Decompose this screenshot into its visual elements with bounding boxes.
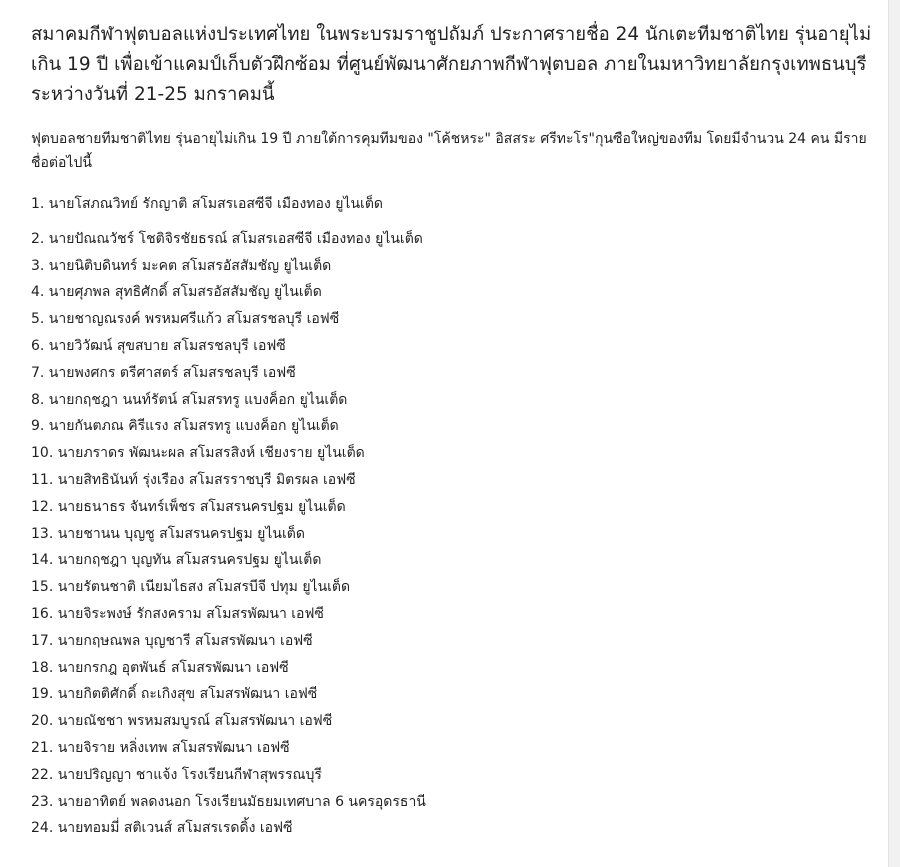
player-list-item: 1. นายโสภณวิทย์ รักญาติ สโมสรเอสซีจี เมืองทอง ยูไนเต็ด — [31, 196, 384, 212]
player-list-item: 10. นายภราดร พัฒนะผล สโมสรสิงห์ เชียงราย ยูไนเต็ด — [31, 445, 365, 462]
article-intro: ฟุตบอลชายทีมชาติไทย รุ่นอายุไม่เกิน 19 ปี ภายใต้การคุมทีมของ "โค้ชหระ" อิสสระ ศรีทะโร"กุนซือใหญ่ของทีม โดยมีจำนวน 24 คน มีรายชื่อต่อไปนี้ — [31, 131, 867, 171]
vertical-scrollbar[interactable] — [888, 0, 900, 867]
player-list-item: 19. นายกิตติศักดิ์ ถะเกิงสุข สโมสรพัฒนา เอฟซี — [31, 686, 318, 703]
player-list-item: 6. นายวิวัฒน์ สุขสบาย สโมสรชลบุรี เอฟซี — [31, 337, 286, 354]
player-list-item: 14. นายกฤชฎา บุญทัน สโมสรนครปฐม ยูไนเต็ด — [31, 552, 322, 569]
player-list-item: 24. นายทอมมี่ สติเวนส์ สโมสรเรดดิ้ง เอฟซี — [31, 820, 293, 837]
player-list-item: 18. นายกรกฎ อุตพันธ์ สโมสรพัฒนา เอฟซี — [31, 659, 289, 676]
player-list-item: 11. นายสิทธินันท์ รุ่งเรือง สโมสรราชบุรี มิตรผล เอฟซี — [31, 471, 356, 488]
player-list-item: 21. นายจิราย หลิ่งเทพ สโมสรพัฒนา เอฟซี — [31, 739, 290, 756]
player-list-item: 2. นายปัณณวัชร์ โชติจิรชัยธรณ์ สโมสรเอสซีจี เมืองทอง ยูไนเต็ด — [31, 230, 423, 247]
player-list-item: 13. นายชานน บุญชู สโมสรนครปฐม ยูไนเต็ด — [31, 525, 305, 542]
player-list-item: 12. นายธนาธร จันทร์เพ็ชร สโมสรนครปฐม ยูไนเต็ด — [31, 498, 346, 515]
player-list-item: 4. นายศุภพล สุทธิศักดิ์ สโมสรอัสสัมชัญ ยูไนเต็ด — [31, 284, 322, 301]
player-list-item: 22. นายปริญญา ชาแจ้ง โรงเรียนกีฬาสุพรรณบุรี — [31, 766, 322, 783]
player-list-item: 5. นายชาญณรงค์ พรหมศรีแก้ว สโมสรชลบุรี เอฟซี — [31, 311, 340, 328]
player-list-item: 3. นายนิติบดินทร์ มะคต สโมสรอัสสัมชัญ ยูไนเต็ด — [31, 257, 332, 274]
player-list-item: 23. นายอาทิตย์ พลดงนอก โรงเรียนมัธยมเทศบาล 6 นครอุดรธานี — [31, 793, 426, 810]
player-list-item: 17. นายกฤษณพล บุญชารี สโมสรพัฒนา เอฟซี — [31, 632, 313, 649]
player-list-item: 15. นายรัตนชาติ เนียมไธสง สโมสรบีจี ปทุม ยูไนเต็ด — [31, 579, 351, 596]
article-headline: สมาคมกีฬาฟุตบอลแห่งประเทศไทย ในพระบรมราชูปถัมภ์ ประกาศรายชื่อ 24 นักเตะทีมชาติไทย รุ่นอายุไม่เกิน 19 ปี เพื่อเข้าแคมป์เก็บตัวฝึกซ้อม ที่ศูนย์พัฒนาศักยภาพกีฬาฟุตบอล ภายในมหาวิทยาลัยกรุงเทพธนบุรี ระหว่างวันที่ 21-25 มกราคมนี้ — [31, 24, 872, 105]
player-list — [31, 191, 900, 842]
player-list-item: 7. นายพงศกร ตรีศาสตร์ สโมสรชลบุรี เอฟซี — [31, 364, 296, 381]
player-list-item: 9. นายกันตภณ คิรีแรง สโมสรทรู แบงค็อก ยูไนเต็ด — [31, 418, 339, 435]
player-list-item: 16. นายจิระพงษ์ รักสงคราม สโมสรพัฒนา เอฟซี — [31, 605, 324, 622]
player-list-item: 8. นายกฤชฎา นนท์รัตน์ สโมสรทรู แบงค็อก ยูไนเต็ด — [31, 391, 348, 408]
player-list-item: 20. นายณัชชา พรหมสมบูรณ์ สโมสรพัฒนา เอฟซี — [31, 713, 333, 730]
